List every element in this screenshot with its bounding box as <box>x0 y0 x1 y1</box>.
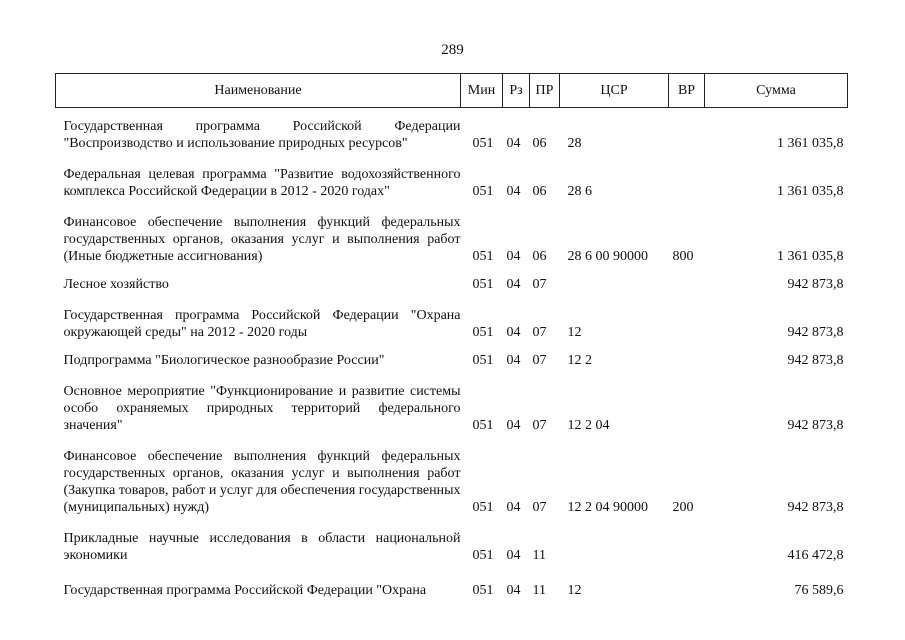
cell-pr: 11 <box>532 548 546 563</box>
cell-rz: 04 <box>506 249 521 264</box>
table-row <box>56 108 848 153</box>
cell-vr <box>669 293 705 341</box>
cell-min: 051 <box>472 277 494 292</box>
cell-sum: 942 873,8 <box>787 277 844 292</box>
table-row <box>56 265 848 293</box>
cell-name: Финансовое обеспечение выполнения функций федеральных государственных органов, оказания услуг и выполнения работ (Иные бюджетные ассигнования) <box>63 215 461 264</box>
table-header-row <box>56 74 848 108</box>
cell-rz: 04 <box>506 325 521 340</box>
cell-csr: 28 6 00 90000 <box>567 249 648 264</box>
cell-pr: 07 <box>532 500 547 515</box>
cell-vr: 800 <box>672 249 694 264</box>
cell-sum: 416 472,8 <box>787 548 844 563</box>
cell-name: Основное мероприятие "Функционирование и развитие системы особо охраняемых природных территорий федерального значения" <box>63 384 461 433</box>
cell-csr: 12 <box>567 583 582 598</box>
cell-rz: 04 <box>506 583 521 598</box>
cell-name: Прикладные научные исследования в области национальной экономики <box>63 531 461 563</box>
table-row <box>56 152 848 200</box>
header-csr: ЦСР <box>560 74 669 108</box>
cell-vr <box>669 369 705 434</box>
cell-rz: 04 <box>506 500 521 515</box>
cell-rz: 04 <box>506 136 521 151</box>
header-sum: Сумма <box>705 74 848 108</box>
cell-rz: 04 <box>506 418 521 433</box>
cell-csr: 28 <box>567 136 582 151</box>
cell-csr: 12 2 04 90000 <box>567 500 648 515</box>
cell-pr: 06 <box>532 249 547 264</box>
cell-min: 051 <box>472 548 494 563</box>
cell-pr: 11 <box>532 583 546 598</box>
page-number: 289 <box>441 42 464 58</box>
table-row <box>56 341 848 369</box>
cell-pr: 06 <box>532 184 547 199</box>
cell-rz: 04 <box>506 184 521 199</box>
cell-min: 051 <box>472 184 494 199</box>
cell-sum: 942 873,8 <box>787 325 844 340</box>
cell-pr: 06 <box>532 136 547 151</box>
cell-name: Финансовое обеспечение выполнения функций федеральных государственных органов, оказания услуг и выполнения работ (Закупка товаров, работ и услуг для обеспечения государственных (муниципальных) нужд) <box>63 449 461 515</box>
table-body <box>56 108 848 600</box>
table-row <box>56 200 848 265</box>
cell-vr <box>669 265 705 293</box>
cell-vr <box>669 564 705 599</box>
cell-min: 051 <box>472 325 494 340</box>
table-row <box>56 516 848 564</box>
cell-vr <box>669 108 705 153</box>
table-row <box>56 293 848 341</box>
cell-csr <box>560 265 669 293</box>
cell-min: 051 <box>472 353 494 368</box>
cell-sum: 1 361 035,8 <box>777 184 844 199</box>
cell-vr <box>669 516 705 564</box>
cell-rz: 04 <box>506 353 521 368</box>
header-min: Мин <box>461 74 503 108</box>
cell-min: 051 <box>472 136 494 151</box>
cell-sum: 942 873,8 <box>787 418 844 433</box>
table-row <box>56 369 848 434</box>
cell-pr: 07 <box>532 325 547 340</box>
cell-sum: 1 361 035,8 <box>777 249 844 264</box>
cell-name: Федеральная целевая программа "Развитие водохозяйственного комплекса Российской Федерации в 2012 - 2020 годах" <box>63 167 461 199</box>
cell-pr: 07 <box>532 277 547 292</box>
cell-rz: 04 <box>506 277 521 292</box>
cell-min: 051 <box>472 249 494 264</box>
cell-csr: 12 2 04 <box>567 418 610 433</box>
cell-rz: 04 <box>506 548 521 563</box>
cell-sum: 1 361 035,8 <box>777 136 844 151</box>
cell-sum: 942 873,8 <box>787 353 844 368</box>
header-name: Наименование <box>56 74 461 108</box>
cell-sum: 76 589,6 <box>794 583 844 598</box>
cell-csr <box>560 516 669 564</box>
cell-pr: 07 <box>532 353 547 368</box>
cell-pr: 07 <box>532 418 547 433</box>
cell-min: 051 <box>472 583 494 598</box>
budget-table <box>55 73 848 599</box>
cell-min: 051 <box>472 500 494 515</box>
cell-csr: 28 6 <box>567 184 592 199</box>
cell-name: Государственная программа Российской Федерации "Охрана окружающей среды" на 2012 - 2020 годы <box>63 308 461 340</box>
cell-sum: 942 873,8 <box>787 500 844 515</box>
table-row <box>56 434 848 516</box>
cell-vr: 200 <box>672 500 694 515</box>
header-pr: ПР <box>530 74 560 108</box>
cell-vr <box>669 341 705 369</box>
cell-name: Лесное хозяйство <box>63 277 169 292</box>
table-row <box>56 564 848 599</box>
header-rz: Рз <box>503 74 530 108</box>
cell-name: Государственная программа Российской Федерации "Воспроизводство и использование природных ресурсов" <box>63 119 461 151</box>
cell-min: 051 <box>472 418 494 433</box>
header-vr: ВР <box>669 74 705 108</box>
cell-csr: 12 2 <box>567 353 592 368</box>
cell-name: Государственная программа Российской Федерации "Охрана <box>63 583 427 598</box>
cell-vr <box>669 152 705 200</box>
cell-csr: 12 <box>567 325 582 340</box>
cell-name: Подпрограмма "Биологическое разнообразие России" <box>63 353 385 368</box>
